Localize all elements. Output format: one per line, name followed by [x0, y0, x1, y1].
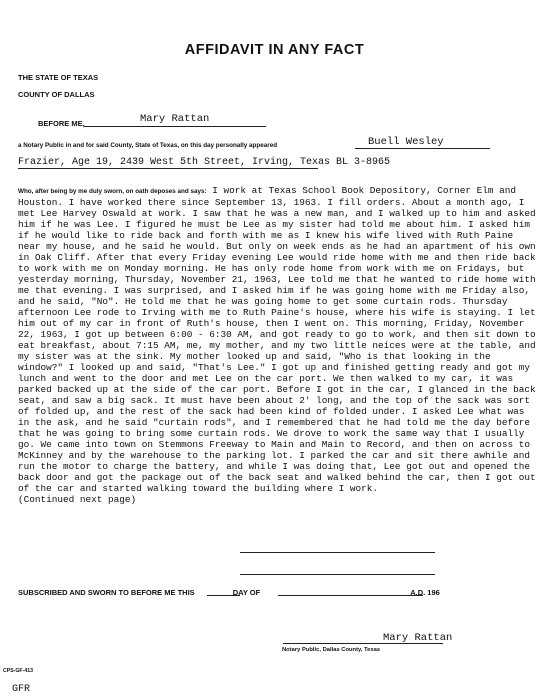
blank-line — [240, 552, 435, 553]
form-number: CPS-GF-413 — [3, 668, 33, 674]
affiant-details: Frazier, Age 19, 2439 West 5th Street, Irving, Texas BL 3-8965 — [18, 157, 391, 168]
before-me-label: BEFORE ME, — [38, 119, 85, 128]
month-blank-line — [278, 595, 423, 596]
sworn-text: SUBSCRIBED AND SWORN TO BEFORE ME THIS — [18, 588, 195, 597]
notary-signature-name: Mary Rattan — [383, 632, 453, 644]
notary-caption: Notary Public, Dallas County, Texas — [282, 647, 381, 653]
before-me-notary-name: Mary Rattan — [140, 113, 210, 125]
day-of-label: DAY OF — [232, 588, 261, 597]
blank-line — [240, 574, 435, 575]
county-label: COUNTY OF DALLAS — [18, 90, 95, 99]
before-me-line — [84, 126, 266, 127]
affiant-details-line — [18, 168, 318, 169]
affiant-name-line — [355, 148, 490, 149]
day-blank-line — [207, 595, 240, 596]
statement-text: I work at Texas School Book Depository, Corner Elm and Houston. I have worked there since September 13, 1963. I fill orders. About a month ago, I met Lee Harvey Oswald at work. I saw that he was a new man, and I walked up to him and asked him if he was Lee. I figured he must be Lee as my sister had told me about him. I asked him if he would like to ride back and forth with me as I knew his wife lived with Ruth Paine near my house, and he said he would. But only on week ends as he had an apartment of his own in Oak Cliff. After that every Friday evening Lee would ride home with me and then ride back to work with me on Monday morning. He has only rode home from work with me on Fridays, but yesterday morning, Thursday, November 21, 1963, Lee told me that he wanted to ride home with me that evening. I was surprised, and I asked him if he was going home with me Friday also, and he said, "No". He told me that he was going home to get some curtain rods. Thursday afternoon Lee rode to Irving with me to Ruth Paine's house, where his wife is staying. I let him out of my car in front of Ruth's house, then I went on. This morning, Friday, November 22, 1963, I got up between 6:00 - 6:30 AM, and got ready to go to work, and then sit down to eat breakfast, about 7:15 AM, me, my mother, and my two little neices were at the table, and my sister was at the sink. My mother looked up and said, "Who is that looking in the window?" I looked up and said, "That's Lee." I got up and finished getting ready and got my lunch and went to the door and met Lee on the car port. We then walked to my car, it was parked backed up at the side of the car port. Before I got in the car, I glanced in the back seat, and saw a big sack. It must have been about 2' long, and the top of the sack was sort of folded up, and the rest of the sack had been kind of folded under. I asked Lee what was in the ask, and he said "curtain rods", and I remembered that he had told me the day before that he was going to bring some curtain rods. We drove to work the same way that I usually go. We came into town on Stemmons Freeway to Main and Main to Record, and then on across to McKinney and by the warehouse to the parking lot. I parked the car and sit there awhile and run the motor to charge the battery, and while I was doing that, Lee got out and opened the back door and got the package out of the back seat and walked behind the car, then I got out of the car and started walking toward the building where I work. — [18, 185, 536, 494]
affiant-name: Buell Wesley — [368, 136, 444, 148]
initials: GFR — [12, 684, 31, 695]
affidavit-statement — [18, 185, 540, 505]
ad-year-label: A.D. 196 — [410, 588, 440, 597]
oath-intro: Who, after being by me duly sworn, on oath deposes and says: — [18, 188, 207, 195]
continued-note: (Continued next page) — [18, 494, 137, 505]
state-label: THE STATE OF TEXAS — [18, 73, 99, 82]
signature-line — [283, 643, 443, 644]
document-title: AFFIDAVIT IN ANY FACT — [184, 42, 365, 58]
notary-intro-text: a Notary Public in and for said County, State of Texas, on this day personally appeared — [18, 142, 278, 149]
